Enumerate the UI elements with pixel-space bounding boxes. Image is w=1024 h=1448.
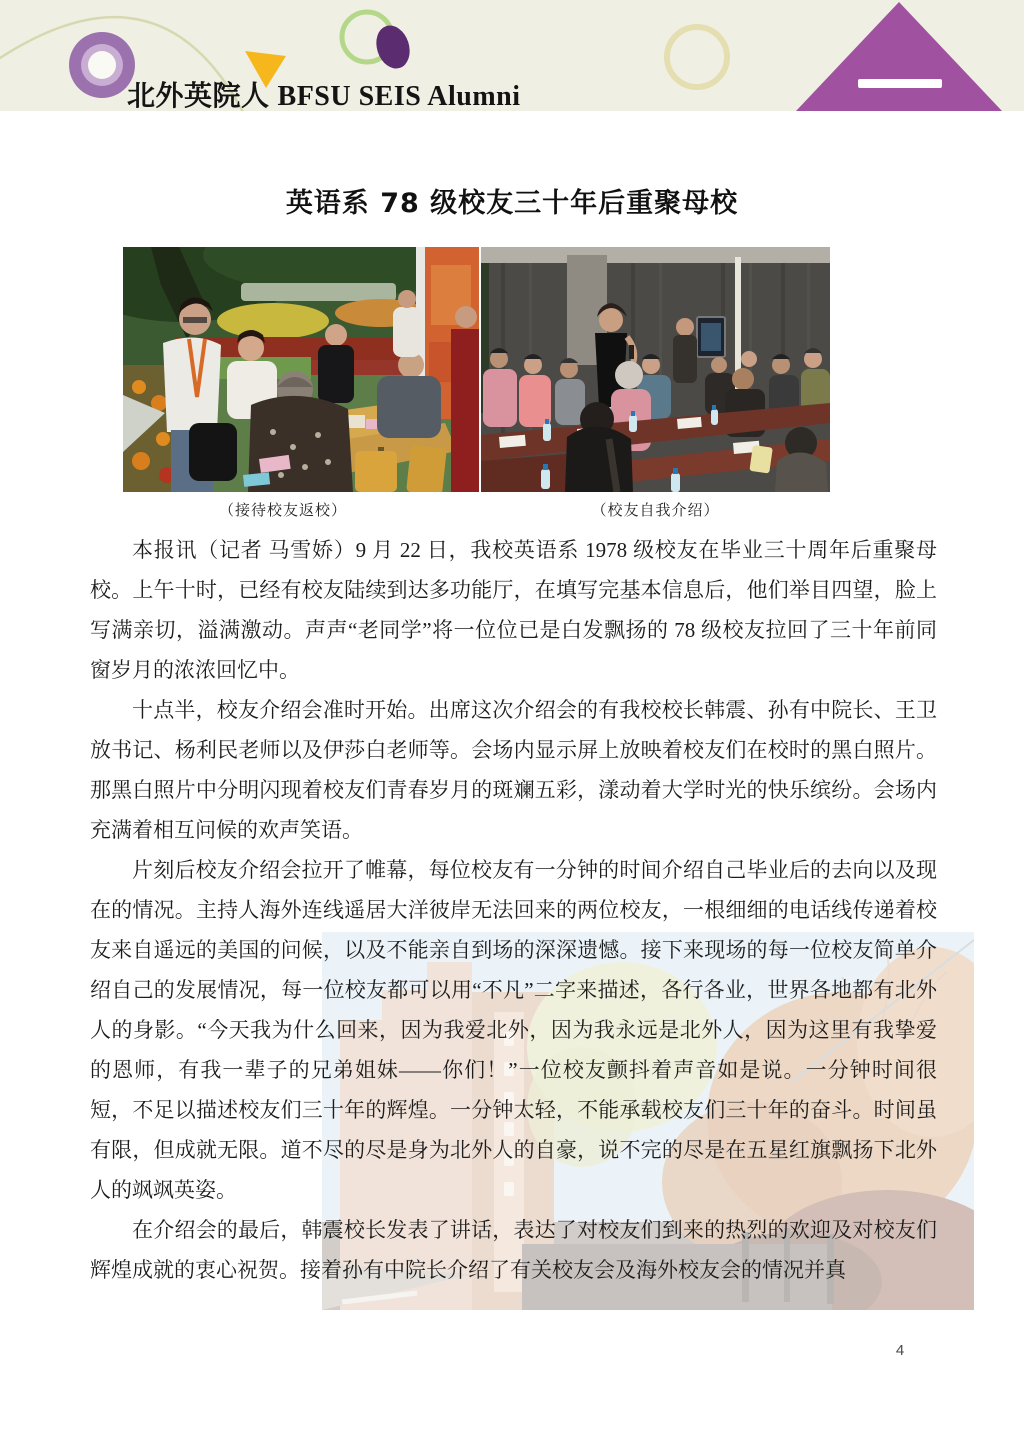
purple-triangle-icon [796, 2, 1002, 111]
header-band [0, 0, 1024, 111]
article-paragraph: 十点半，校友介绍会准时开始。出席这次介绍会的有我校校长韩震、孙有中院长、王卫放书记、杨利民老师以及伊莎白老师等。会场内显示屏上放映着校友们在校时的黑白照片。那黑白照片中分明闪现着校友们青春岁月的斑斓五彩，漾动着大学时光的快乐缤纷。会场内充满着相互问候的欢声笑语。 [90, 698, 937, 842]
article-title: 英语系 78 级校友三十年后重聚母校 [285, 188, 739, 219]
masthead-chinese: 北外英院人 [127, 79, 270, 112]
newsletter-masthead [127, 74, 521, 114]
tan-ring-icon [667, 27, 727, 87]
article-paragraph: 在介绍会的最后，韩震校长发表了讲话，表达了对校友们到来的热烈的欢迎及对校友们辉煌成就的衷心祝贺。接着孙有中院长介绍了有关校友会及海外校友会的情况并真 [90, 1218, 937, 1282]
self-introduction-photo-graphic [481, 247, 830, 492]
page-number: 4 [895, 1342, 905, 1359]
photo-self-introduction [481, 247, 830, 492]
article-paragraph: 本报讯（记者 马雪娇）9 月 22 日，我校英语系 1978 级校友在毕业三十周年后重聚母校。上午十时，已经有校友陆续到达多功能厅，在填写完基本信息后，他们举目四望，脸上写满亲切，溢满激动。声声“老同学”将一位位已是白发飘扬的 78 级校友拉回了三十年前同窗岁月的浓浓回忆中。 [90, 538, 937, 682]
reception-photo-graphic [123, 247, 479, 492]
article-body [90, 530, 937, 1290]
purple-donut-icon [69, 32, 135, 98]
masthead-english: BFSU SEIS Alumni [277, 81, 521, 112]
photo-reception [123, 247, 479, 492]
article-paragraph: 片刻后校友介绍会拉开了帷幕，每位校友有一分钟的时间介绍自己毕业后的去向以及现在的情况。主持人海外连线遥居大洋彼岸无法回来的两位校友，一根细细的电话线传递着校友来自遥远的美国的问候，以及不能亲自到场的深深遗憾。接下来现场的每一位校友简单介绍自己的发展情况，每一位校友都可以用“不凡”二字来描述，各行各业，世界各地都有北外人的身影。“今天我为什么回来，因为我爱北外，因为我永远是北外人，因为这里有我挚爱的恩师，有我一辈子的兄弟姐妹——你们！”一位校友颤抖着声音如是说。一分钟时间很短，不足以描述校友们三十年的辉煌。一分钟太轻，不能承载校友们三十年的奋斗。时间虽有限，但成就无限。道不尽的尽是身为北外人的自豪，说不完的尽是在五星红旗飘扬下北外人的飒飒英姿。 [90, 858, 937, 1202]
purple-dot-icon [371, 21, 415, 73]
caption-self-introduction: （校友自我介绍） [591, 503, 720, 519]
caption-reception: （接待校友返校） [218, 503, 347, 519]
